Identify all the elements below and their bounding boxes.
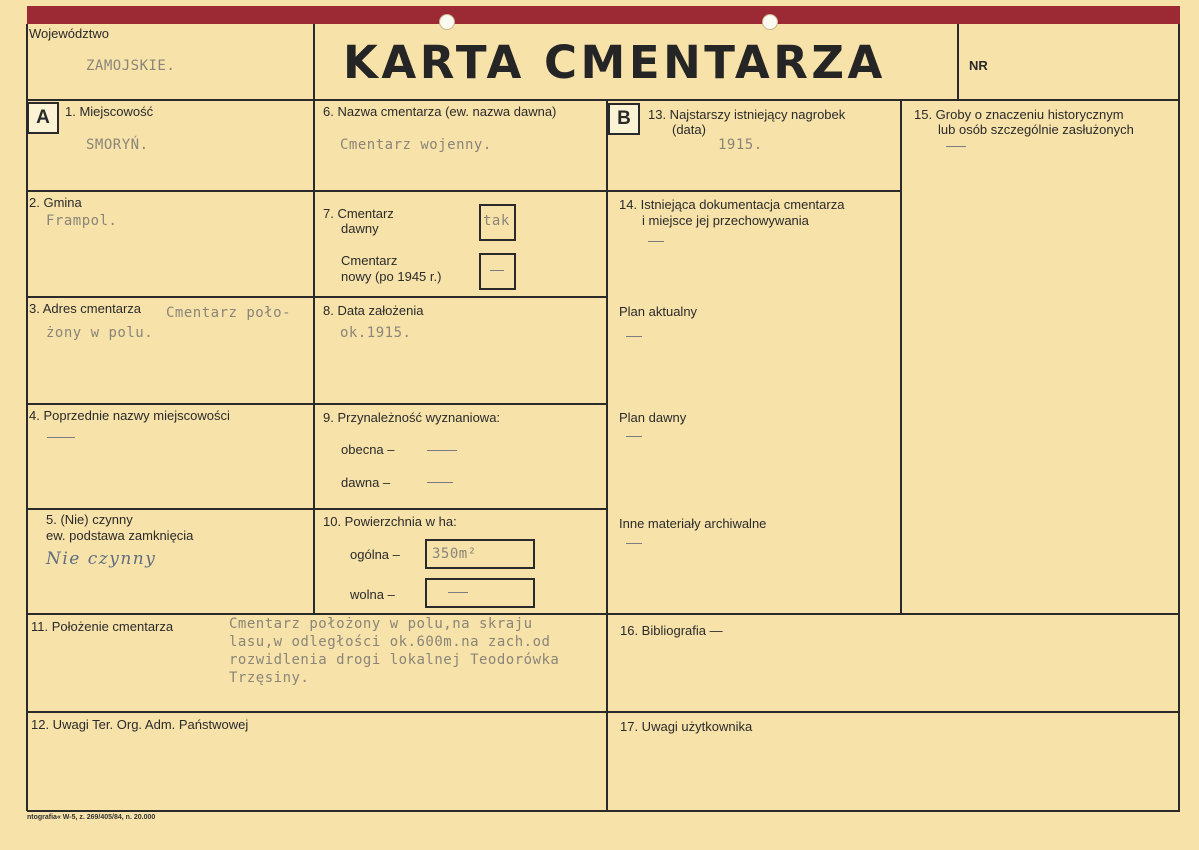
section-b-marker: B [608, 103, 640, 135]
grid-line [27, 296, 607, 298]
printer-imprint: ntografia« W-5, z. 269/405/84, n. 20.000 [27, 814, 156, 821]
field-5-label-cont: ew. podstawa zamknięcia [46, 528, 194, 543]
field-1-label: 1. Miejscowość [65, 104, 154, 119]
grid-line [27, 190, 315, 192]
new-cemetery-label: Cmentarz [341, 253, 398, 268]
field-12-label: 12. Uwagi Ter. Org. Adm. Państwowej [31, 717, 249, 732]
field-14-label: 14. Istniejąca dokumentacja cmentarza [619, 197, 845, 212]
field-15-label-cont: lub osób szczególnie zasłużonych [938, 122, 1134, 137]
field-13-label-cont: (data) [672, 122, 706, 137]
empty-value-dash [427, 450, 457, 451]
grid-line [27, 711, 1180, 713]
grid-line [27, 508, 607, 510]
new-cemetery-label-cont: nowy (po 1945 r.) [341, 269, 442, 284]
field-3-value-cont: żony w polu. [46, 325, 154, 341]
field-5-label: 5. (Nie) czynny [46, 512, 133, 527]
field-16-label: 16. Bibliografia — [620, 623, 723, 638]
field-10-total-value: 350m² [432, 546, 477, 562]
field-13-label: 13. Najstarszy istniejący nagrobek [648, 107, 846, 122]
other-materials-label: Inne materiały archiwalne [619, 516, 767, 531]
free-area-box [425, 578, 535, 608]
field-3-label: 3. Adres cmentarza [29, 301, 141, 316]
field-5-handwritten-value: Nie czynny [46, 549, 157, 569]
grid-line [313, 24, 315, 614]
field-7-label-cont: dawny [341, 221, 379, 236]
field-7-label: 7. Cmentarz [323, 206, 394, 221]
field-9-current-label: obecna – [341, 442, 395, 457]
field-15-label: 15. Groby o znaczeniu historycznym [914, 107, 1124, 122]
grid-line [27, 403, 607, 405]
field-10-total-label: ogólna – [350, 547, 400, 562]
grid-line [1178, 24, 1180, 811]
old-cemetery-value: tak [483, 213, 510, 229]
top-color-bar [27, 6, 1180, 24]
field-17-label: 17. Uwagi użytkownika [620, 719, 753, 734]
voivodeship-value: ZAMOJSKIE. [86, 58, 176, 74]
grid-line [900, 99, 902, 614]
grid-line [26, 24, 28, 811]
field-11-label: 11. Położenie cmentarza [31, 619, 174, 634]
grid-line [27, 99, 1180, 101]
field-9-label: 9. Przynależność wyznaniowa: [323, 410, 501, 425]
field-11-value-line-1: Cmentarz położony w polu,na skraju [229, 616, 533, 632]
grid-line [606, 99, 608, 811]
empty-value-dash [490, 270, 504, 271]
grid-line [608, 190, 900, 192]
new-cemetery-box [479, 253, 516, 290]
empty-value-dash [47, 437, 75, 438]
empty-value-dash [427, 482, 453, 483]
field-1-value: SMORYŃ. [86, 137, 149, 153]
field-6-value: Cmentarz wojenny. [340, 137, 492, 153]
punch-hole [762, 14, 778, 30]
field-11-value-line-4: Trzęsiny. [229, 670, 310, 686]
section-a-marker: A [27, 102, 59, 134]
field-3-value: Cmentarz poło- [166, 305, 292, 321]
field-8-value: ok.1915. [340, 325, 412, 341]
field-8-label: 8. Data założenia [323, 303, 424, 318]
grid-line [315, 190, 607, 192]
empty-value-dash [648, 241, 664, 242]
page-title: KARTA CMENTARZA [343, 36, 886, 89]
empty-value-dash [448, 592, 468, 593]
field-14-label-cont: i miejsce jej przechowywania [642, 213, 809, 228]
field-10-free-label: wolna – [350, 587, 395, 602]
field-11-value-line-2: lasu,w odległości ok.600m.na zach.od [229, 634, 551, 650]
plan-current-label: Plan aktualny [619, 304, 698, 319]
grid-line [27, 810, 1180, 812]
voivodeship-label: Województwo [29, 26, 109, 41]
punch-hole [439, 14, 455, 30]
field-9-former-label: dawna – [341, 475, 391, 490]
field-11-value-line-3: rozwidlenia drogi lokalnej Teodorówka [229, 652, 560, 668]
plan-former-label: Plan dawny [619, 410, 687, 425]
field-6-label: 6. Nazwa cmentarza (ew. nazwa dawna) [323, 104, 557, 119]
field-2-value: Frampol. [46, 213, 118, 229]
empty-value-dash [626, 336, 642, 337]
grid-line [957, 24, 959, 100]
empty-value-dash [626, 543, 642, 544]
field-10-label: 10. Powierzchnia w ha: [323, 514, 457, 529]
empty-value-dash [626, 436, 642, 437]
field-2-label: 2. Gmina [29, 195, 82, 210]
empty-value-dash [946, 146, 966, 147]
field-13-value: 1915. [718, 137, 763, 153]
field-4-label: 4. Poprzednie nazwy miejscowości [29, 408, 230, 423]
nr-label: NR [969, 58, 988, 73]
grid-line [27, 613, 1180, 615]
